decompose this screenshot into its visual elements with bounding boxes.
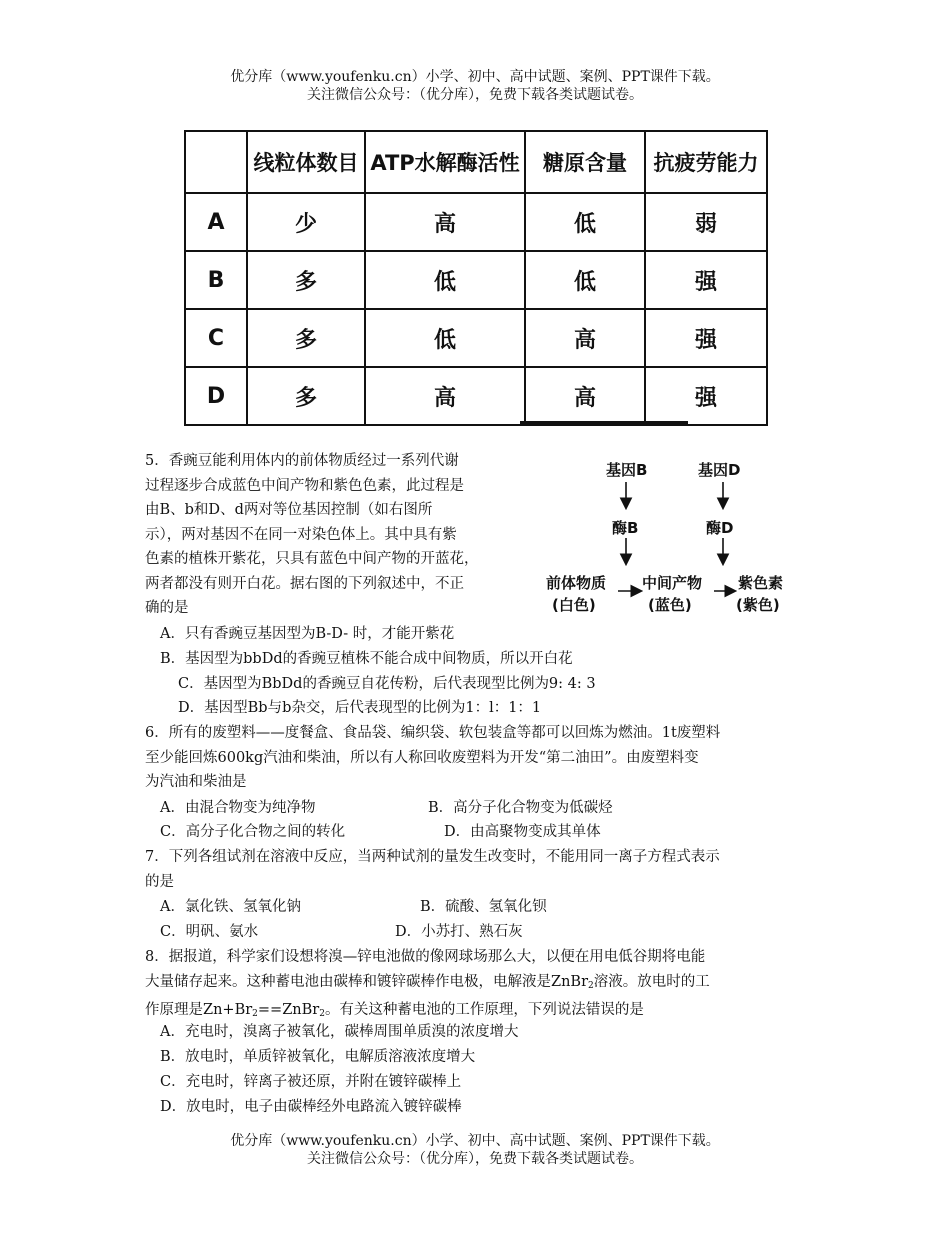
table-cell: A [185,193,247,251]
q7-option-a: A．氯化铁、氢氧化钠 [160,899,301,915]
table-cell: 高 [365,193,525,251]
question-line [145,970,825,999]
table-row [185,251,767,309]
table-cell: 低 [525,193,645,251]
table-header-cell: 糖原含量 [525,131,645,193]
q6-option-a: A．由混合物变为纯净物 [160,800,316,816]
table-header-row [185,131,767,193]
subscript: 2 [252,1009,258,1019]
q7-option-c: C．明矾、氨水 [160,924,259,940]
table-header-cell: 线粒体数目 [247,131,365,193]
q7-option-d: D．小苏打、熟石灰 [395,924,523,940]
question-7-stem [145,845,825,894]
precursor-color-label: (白色) [552,596,596,614]
question-line: 8．据报道，科学家们设想将溴—锌电池做的像网球场那么大，以便在用电低谷期将电能 [145,949,706,965]
table-cell: 低 [365,251,525,309]
table-cell: 强 [645,309,767,367]
table-cell: 多 [247,251,365,309]
question-text: 大量储存起来。这种蓄电池由碳棒和镀锌碳棒作电极，电解液是ZnBr [145,973,588,990]
header-line-2: 关注微信公众号：（优分库），免费下载各类试题试卷。 [307,87,643,103]
footer-line-2: 关注微信公众号：（优分库），免费下载各类试题试卷。 [307,1151,643,1167]
table-cell: 低 [525,251,645,309]
q5-option-d: D．基因型Bb与b杂交，后代表现型的比例为1：l：1：1 [178,700,542,716]
question-line: 至少能回炼600kg汽油和柴油，所以有人称回收废塑料为开发“第二油田”。由废塑料变 [145,749,699,766]
question-line: 5．香豌豆能利用体内的前体物质经过一系列代谢 [145,453,459,469]
page-header [0,68,950,104]
table-cell: 强 [645,251,767,309]
q5-option-b: B．基因型为bbDd的香豌豆植株不能合成中间物质，所以开白花 [160,651,573,667]
table-row [185,367,767,425]
table-cell: 高 [525,309,645,367]
enzyme-b-label: 酶B [612,519,639,537]
footer-line-1: 优分库（www.youfenku.cn）小学、初中、高中试题、案例、PPT课件下载。 [230,1133,720,1149]
table-header-cell: 抗疲劳能力 [645,131,767,193]
table-cell: 多 [247,309,365,367]
question-line: 的是 [145,873,174,890]
table-cell: D [185,367,247,425]
question-line: 过程逐步合成蓝色中间产物和紫色色素，此过程是 [145,477,464,494]
page-footer [0,1132,950,1168]
table-underline [520,421,688,424]
table-cell: C [185,309,247,367]
trait-table [184,130,768,426]
subscript: 2 [588,980,594,991]
question-line: 示），两对基因不在同一对染色体上。其中具有紫 [145,526,457,543]
question-line: 为汽油和柴油是 [145,774,247,790]
subscript: 2 [319,1009,325,1019]
q7-option-b: B．硫酸、氢氧化钡 [420,899,547,915]
precursor-label: 前体物质 [546,574,607,592]
table-cell: 少 [247,193,365,251]
question-text: 溶液。放电时的工 [593,973,710,990]
q5-option-a: A．只有香豌豆基因型为B-D- 时，才能开紫花 [160,626,455,642]
q8-option-b: B．放电时，单质锌被氧化，电解质溶液浓度增大 [160,1049,476,1065]
q6-option-c: C．高分子化合物之间的转化 [160,824,346,840]
table-cell: 弱 [645,193,767,251]
question-line: 6．所有的废塑料——度餐盒、食品袋、编织袋、软包装盒等都可以回炼为燃油。1t废塑料 [145,725,721,741]
question-text: ==ZnBr [257,1002,320,1018]
pigment-color-label: (紫色) [736,596,780,614]
intermediate-color-label: (蓝色) [648,596,692,614]
question-6-stem [145,721,825,795]
question-text: 。有关这种蓄电池的工作原理，下列说法错误的是 [324,1002,644,1018]
question-line: 两者都没有则开白花。据右图的下列叙述中，不正 [145,575,464,592]
intermediate-label: 中间产物 [642,574,703,592]
enzyme-d-label: 酶D [706,519,734,537]
pigment-label: 紫色素 [738,574,784,592]
table-cell: 多 [247,367,365,425]
question-text: 作原理是Zn+Br [145,1002,253,1018]
q6-option-d: D．由高聚物变成其单体 [444,824,601,840]
table-cell: 高 [525,367,645,425]
question-line: 色素的植株开紫花，只具有蓝色中间产物的开蓝花， [145,551,479,567]
table-cell: 强 [645,367,767,425]
table-cell: B [185,251,247,309]
gene-d-label: 基因D [698,461,741,479]
table-header-cell: ATP水解酶活性 [365,131,525,193]
question-line: 7．下列各组试剂在溶液中反应，当两种试剂的量发生改变时，不能用同一离子方程式表示 [145,849,720,865]
gene-b-label: 基因B [606,461,648,479]
table-row [185,309,767,367]
table-header-cell [185,131,247,193]
table-cell: 高 [365,367,525,425]
q6-option-b: B．高分子化合物变为低碳烃 [428,800,613,816]
q8-option-a: A．充电时，溴离子被氧化，碳棒周围单质溴的浓度增大 [160,1024,519,1040]
question-8-stem [145,945,825,1027]
q8-option-c: C．充电时，锌离子被还原，并附在镀锌碳棒上 [160,1074,462,1090]
q5-option-c: C．基因型为BbDd的香豌豆自花传粉，后代表现型比例为9: 4: 3 [178,676,596,692]
question-line: 由B、b和D、d两对等位基因控制（如右图所 [145,502,433,518]
q8-option-d: D．放电时，电子由碳棒经外电路流入镀锌碳棒 [160,1099,462,1115]
table-cell: 低 [365,309,525,367]
metabolic-pathway-diagram [540,455,805,620]
header-line-1: 优分库（www.youfenku.cn）小学、初中、高中试题、案例、PPT课件下载。 [230,69,720,85]
question-5-stem [145,449,535,621]
question-line: 确的是 [145,600,189,616]
table-row [185,193,767,251]
